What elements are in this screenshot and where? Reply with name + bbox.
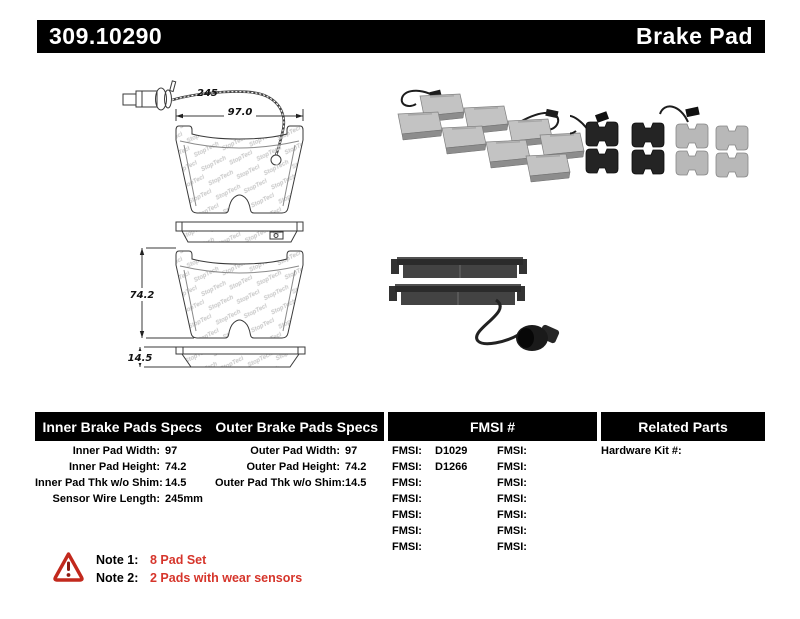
sensor-plug-photo (516, 324, 560, 351)
spec-row: Outer Pad Height: 74.2 (246, 461, 367, 473)
spec-row: Outer Pad Width: 97 (250, 445, 358, 457)
dim-height-label: 74.2 (129, 290, 155, 301)
fmsi-row: FMSI: (497, 509, 527, 521)
pad-pairs-photo (570, 90, 775, 202)
note-1-label: Note 1: (96, 553, 139, 567)
fmsi-column-2 (497, 443, 592, 555)
warning-icon (53, 551, 84, 584)
technical-drawing (50, 78, 380, 378)
fmsi-header: FMSI # (469, 418, 516, 435)
inner-specs-header: Inner Brake Pads Specs (42, 418, 203, 435)
fmsi-column-1 (392, 443, 492, 555)
inner-specs-column (35, 443, 213, 507)
dim-thickness-label: 14.5 (127, 353, 153, 364)
dim-sensor-wire-length: 245 (197, 88, 218, 99)
spec-row: Outer Pad Thk w/o Shim: 14.5 (215, 477, 367, 489)
fmsi-row: FMSI: (392, 541, 422, 553)
pad-set-photo (385, 82, 585, 200)
dim-width-label: 97.0 (227, 107, 253, 118)
fmsi-row: FMSI: (497, 541, 527, 553)
note-2 (96, 570, 302, 588)
hardware-kit-label: Hardware Kit #: (601, 445, 682, 457)
related-part-row (601, 443, 765, 459)
note-1-text: 8 Pad Set (150, 553, 207, 567)
fmsi-row: FMSI: (392, 509, 422, 521)
pad-front-view-1 (176, 126, 303, 213)
related-parts-header: Related Parts (638, 418, 728, 435)
fmsi-row: FMSI: (392, 525, 422, 537)
outer-specs-header: Outer Brake Pads Specs (215, 418, 379, 435)
note-1 (96, 552, 302, 570)
title-bar (37, 20, 765, 53)
fmsi-row: FMSI: (497, 461, 527, 473)
spec-row: Inner Pad Width: 97 (72, 445, 178, 457)
spec-row: Inner Pad Height: 74.2 (68, 461, 187, 473)
spec-row: Sensor Wire Length: 245mm (52, 493, 203, 505)
sensor-pads-photo (380, 240, 605, 372)
fmsi-row: FMSI: D1029 (392, 445, 468, 457)
pad-side-view (176, 347, 305, 367)
notes-section (96, 552, 302, 587)
fmsi-row: FMSI: (497, 493, 527, 505)
related-parts-header-bar (601, 412, 765, 441)
pad-front-view-2 (176, 251, 303, 338)
fmsi-row: FMSI: (497, 525, 527, 537)
fmsi-row: FMSI: (392, 493, 422, 505)
note-2-text: 2 Pads with wear sensors (150, 570, 303, 585)
part-number: 309.10290 (49, 23, 163, 49)
fmsi-header-bar (388, 412, 597, 441)
specs-header-bar (35, 412, 384, 441)
edge-pad-2 (389, 284, 525, 305)
fmsi-row: FMSI: (497, 477, 527, 489)
edge-pad-1 (391, 257, 527, 278)
outer-specs-column (215, 443, 385, 491)
fmsi-row: FMSI: D1266 (392, 461, 468, 473)
spec-row: Inner Pad Thk w/o Shim: 14.5 (35, 477, 187, 489)
related-parts-column (601, 443, 765, 459)
fmsi-row: FMSI: (392, 477, 422, 489)
sensor-wire-photo (477, 300, 518, 344)
product-name: Brake Pad (635, 23, 753, 49)
sensor-connector-drawing (123, 81, 176, 110)
fmsi-row: FMSI: (497, 445, 527, 457)
pad-top-view (176, 222, 303, 242)
note-2-label: Note 2: (96, 570, 139, 585)
